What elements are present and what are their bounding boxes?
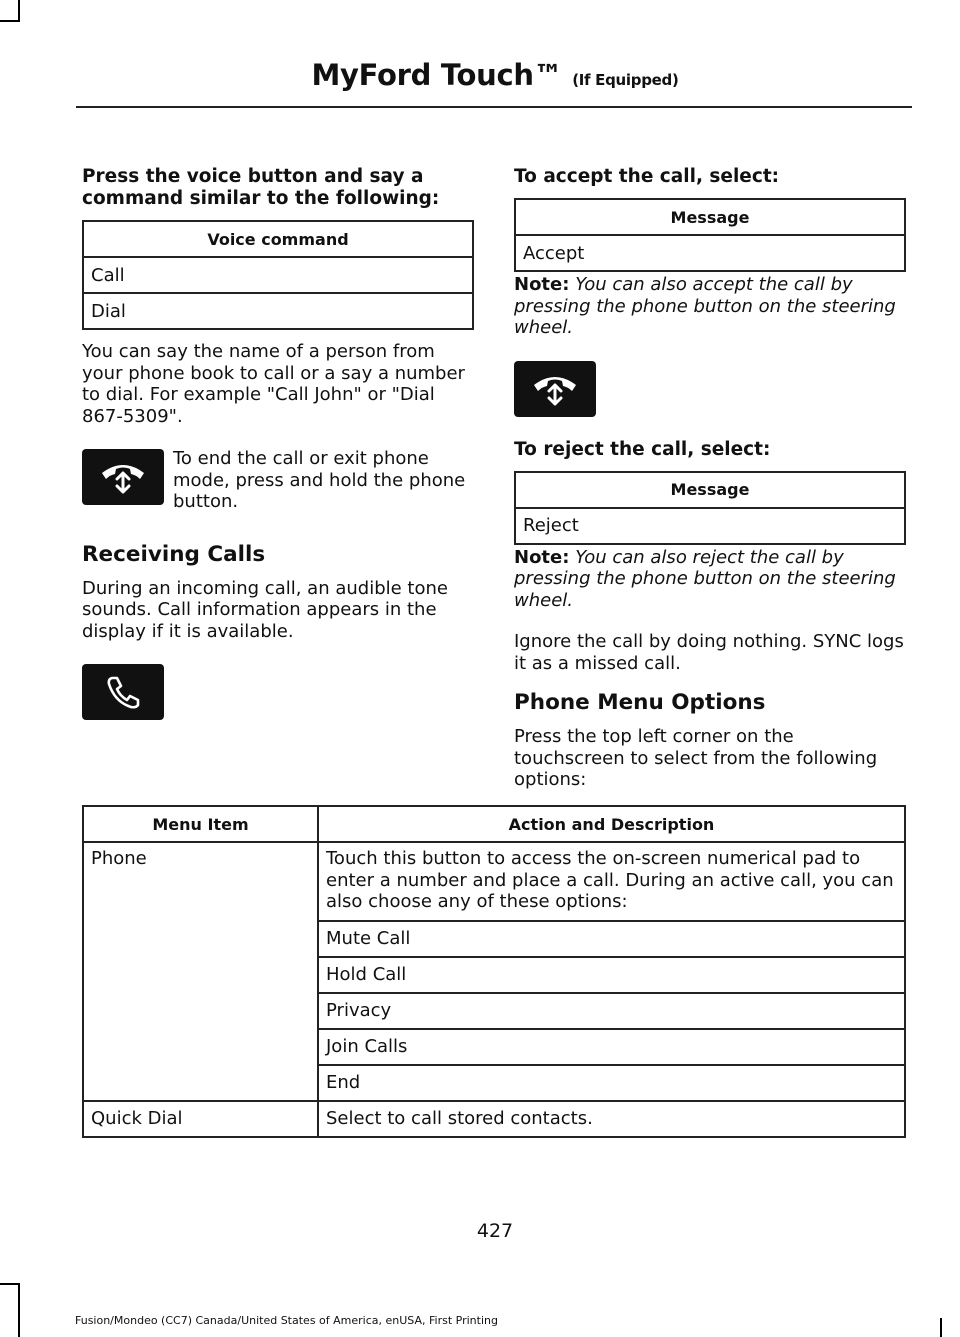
accept-note-text: You can also accept the call by pressing the phone button on the steering wheel. <box>514 274 896 338</box>
crop-mark <box>940 1318 942 1337</box>
table-row: Call <box>83 257 473 293</box>
reject-table-header: Message <box>515 472 905 508</box>
right-column <box>514 166 906 791</box>
voice-explanation: You can say the name of a person from your phone book to call or a say a number to dial. For example "Call John" or "Dial 867-5309". <box>82 341 465 427</box>
header-rule <box>76 106 912 108</box>
phone-menu-text: Press the top left corner on the touchscreen to select from the following options: <box>514 726 878 790</box>
header-subtitle: (If Equipped) <box>572 71 679 89</box>
footer-text: Fusion/Mondeo (CC7) Canada/United States of America, enUSA, First Printing <box>75 1314 498 1327</box>
phone-description: Touch this button to access the on-screen numerical pad to enter a number and place a call. During an active call, you can also choose any of these options: <box>318 842 905 921</box>
table-row: End <box>318 1065 905 1101</box>
ignore-call-text: Ignore the call by doing nothing. SYNC logs it as a missed call. <box>514 631 904 674</box>
reject-note-text: You can also reject the call by pressing the phone button on the steering wheel. <box>514 546 896 611</box>
phone-menu-heading: Phone Menu Options <box>514 690 766 715</box>
left-column <box>82 166 474 720</box>
voice-table-header: Voice command <box>83 221 473 257</box>
header-title: MyFord Touch™ <box>311 58 563 92</box>
accept-note <box>514 274 906 339</box>
table-row: Join Calls <box>318 1029 905 1065</box>
page-header <box>0 58 960 92</box>
table-row: Mute Call <box>318 921 905 957</box>
table-row: Reject <box>515 508 905 544</box>
accept-table-header: Message <box>515 199 905 235</box>
phone-menu-table <box>82 805 906 1138</box>
reject-heading: To reject the call, select: <box>514 438 771 460</box>
end-call-text: To end the call or exit phone mode, press and hold the phone button. <box>173 448 466 512</box>
accept-message-table <box>514 198 906 272</box>
table-row: Dial <box>83 293 473 329</box>
receiving-calls-heading: Receiving Calls <box>82 541 266 567</box>
page-number: 427 <box>476 1220 514 1242</box>
reject-note <box>514 547 906 612</box>
quick-dial-description: Select to call stored contacts. <box>318 1101 905 1137</box>
accept-heading: To accept the call, select: <box>514 166 780 187</box>
phone-hangup-icon <box>82 449 164 505</box>
note-label: Note: <box>514 546 570 568</box>
crop-mark <box>0 1283 20 1285</box>
menu-item-quick-dial: Quick Dial <box>83 1101 318 1137</box>
crop-mark <box>0 20 20 22</box>
menu-item-phone: Phone <box>83 842 318 1101</box>
table-row: Accept <box>515 235 905 271</box>
table-row: Hold Call <box>318 957 905 993</box>
end-call-block <box>82 449 474 513</box>
receiving-calls-text: During an incoming call, an audible tone sounds. Call information appears in the display if it is available. <box>82 577 448 642</box>
crop-mark <box>18 0 20 20</box>
voice-intro: Press the voice button and say a command similar to the following: <box>82 166 440 209</box>
voice-command-table <box>82 220 474 330</box>
phone-hangup-icon <box>514 361 596 417</box>
table-row: Privacy <box>318 993 905 1029</box>
reject-message-table <box>514 471 906 545</box>
action-header: Action and Description <box>318 806 905 842</box>
menu-item-header: Menu Item <box>83 806 318 842</box>
phone-handset-icon <box>82 664 164 720</box>
note-label: Note: <box>514 274 570 295</box>
crop-mark <box>18 1283 20 1337</box>
